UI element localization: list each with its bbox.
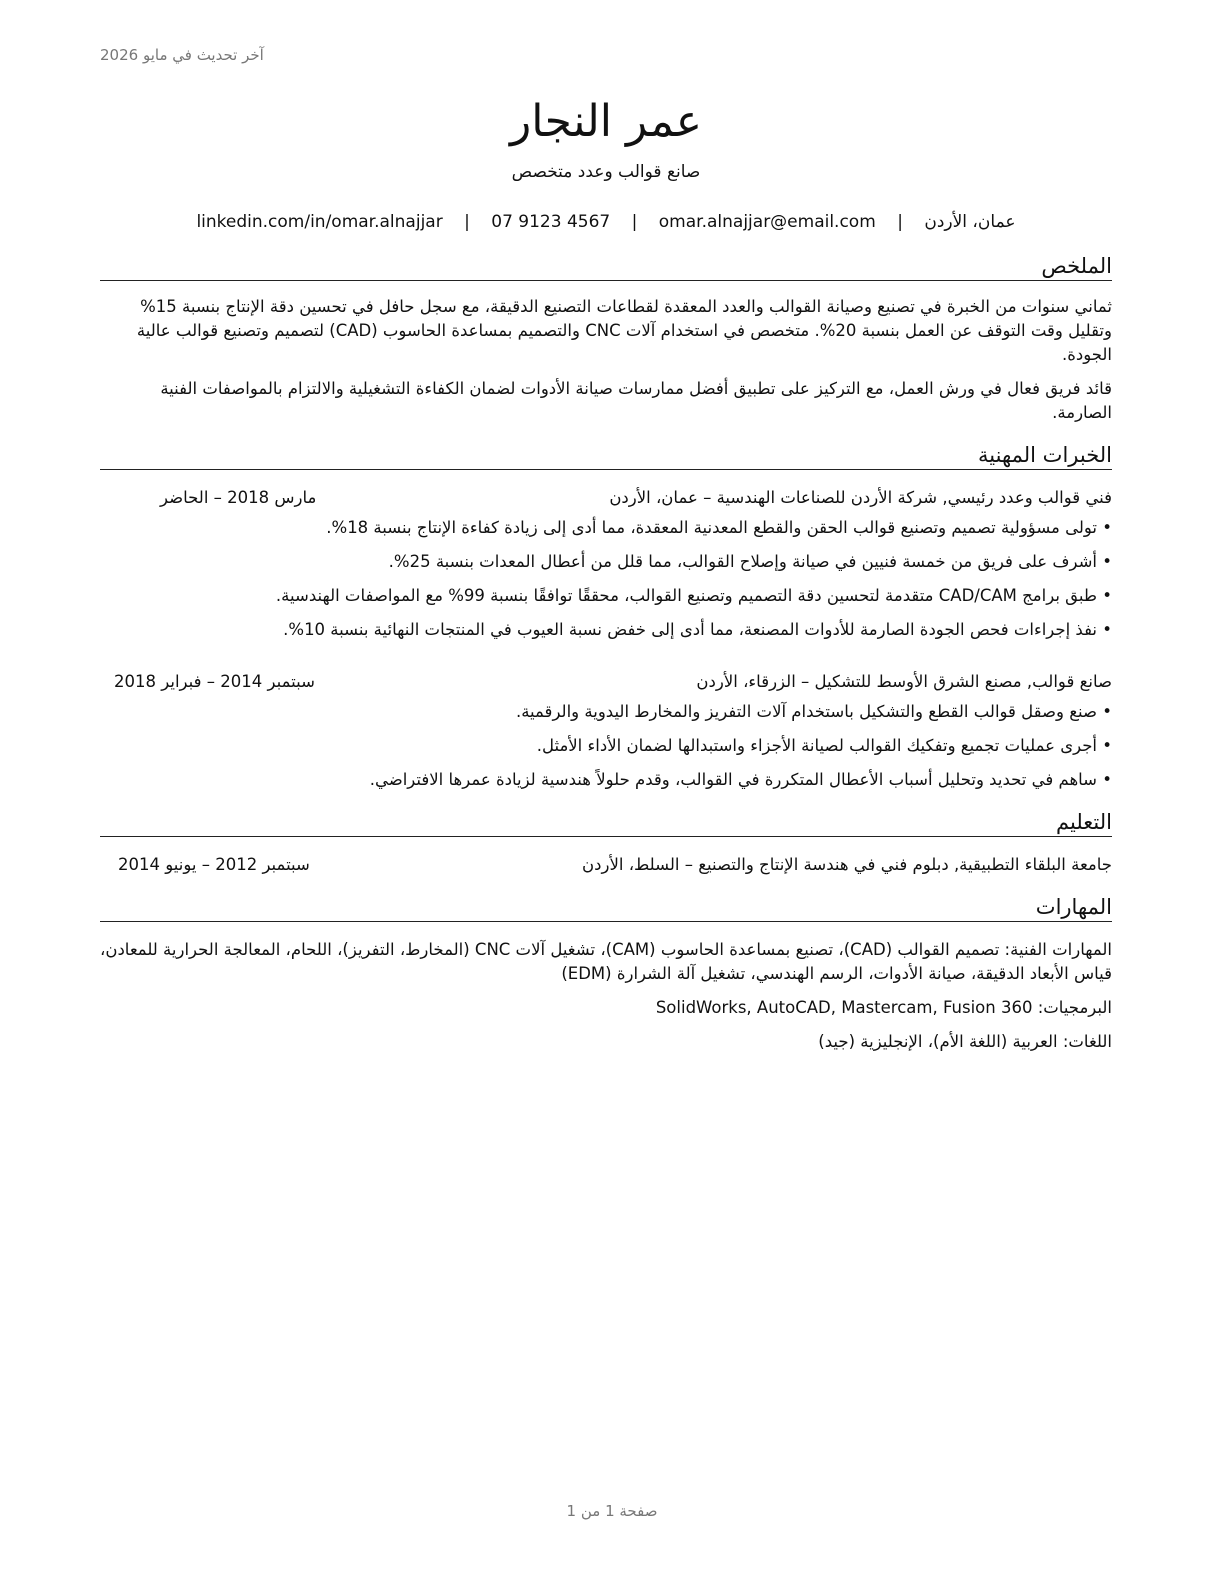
contact-separator: | (631, 212, 638, 232)
skills-languages: اللغات: العربية (اللغة الأم)، الإنجليزية (جيد) (818, 1032, 1112, 1051)
contact-separator: | (464, 212, 470, 232)
contact-phone: 07 9123 4567 (491, 212, 611, 232)
education-dates: سبتمبر 2012 – يونيو 2014 (118, 855, 310, 874)
job-role: فني قوالب وعدد رئيسي, شركة الأردن للصناعات الهندسية – عمان، الأردن (609, 488, 1112, 507)
contact-separator: | (897, 212, 903, 232)
contact-location: عمان، الأردن (924, 212, 1016, 232)
job-entry (100, 670, 1112, 792)
job-dates: مارس 2018 – الحاضر (160, 488, 317, 507)
job-dates: سبتمبر 2014 – فبراير 2018 (114, 672, 315, 691)
contact-line (100, 210, 1112, 234)
job-bullet: • نفذ إجراءات فحص الجودة الصارمة للأدوات المصنعة، مما أدى إلى خفض نسبة العيوب في المنتجات النهائية بنسبة 10%. (283, 620, 1112, 639)
experience-heading: الخبرات المهنية (100, 441, 1112, 470)
job-bullet: • طبق برامج CAD/CAM متقدمة لتحسين دقة التصميم وتصنيع القوالب، محققًا توافقًا بنسبة 99% مع المواصفات الهندسية. (275, 586, 1112, 605)
job-bullet: • تولى مسؤولية تصميم وتصنيع قوالب الحقن والقطع المعدنية المعقدة، مما أدى إلى زيادة كفاءة الإنتاج بنسبة 18%. (326, 518, 1112, 537)
job-bullet: • صنع وصقل قوالب القطع والتشكيل باستخدام آلات التفريز والمخارط اليدوية والرقمية. (515, 702, 1112, 721)
summary-heading: الملخص (100, 252, 1112, 281)
job-header (100, 486, 1112, 510)
skills-technical: المهارات الفنية: تصميم القوالب (CAD)، تصنيع بمساعدة الحاسوب (CAM)، تشغيل آلات CNC (المخارط، التفريز)، اللحام، المعالجة الحرارية للمعادن، قياس الأبعاد الدقيقة، صيانة الأدوات، الرسم الهندسي، تشغيل آلة الشرارة (EDM) (100, 940, 1112, 983)
job-bullets (100, 516, 1112, 642)
job-bullet: • ساهم في تحديد وتحليل أسباب الأعطال المتكررة في القوالب، وقدم حلولاً هندسية لزيادة عمرها الافتراضي. (369, 770, 1112, 789)
candidate-name: عمر النجار (510, 96, 702, 147)
job-entry (100, 486, 1112, 642)
job-header (100, 670, 1112, 694)
summary-paragraph: قائد فريق فعال في ورش العمل، مع التركيز على تطبيق أفضل ممارسات صيانة الأدوات لضمان الكفاءة التشغيلية والالتزام بالمواصفات الفنية الصارمة. (160, 379, 1112, 422)
resume-page (100, 0, 1112, 1054)
contact-linkedin[interactable]: linkedin.com/in/omar.alnajjar (196, 212, 443, 232)
education-institution: جامعة البلقاء التطبيقية, دبلوم فني في هندسة الإنتاج والتصنيع – السلط، الأردن (582, 855, 1112, 874)
skills-heading: المهارات (100, 893, 1112, 922)
education-entry (100, 853, 1112, 877)
page-footer: صفحة 1 من 1 (566, 1502, 658, 1520)
last-updated-note: آخر تحديث في مايو 2026 (100, 46, 264, 64)
job-bullet: • أشرف على فريق من خمسة فنيين في صيانة وإصلاح القوالب، مما قلل من أعطال المعدات بنسبة 25%. (388, 552, 1112, 571)
skills-software: البرمجيات: SolidWorks, AutoCAD, Mastercam, Fusion 360 (655, 998, 1112, 1017)
job-bullets (100, 700, 1112, 792)
contact-email[interactable]: omar.alnajjar@email.com (658, 212, 876, 232)
summary-paragraph: ثماني سنوات من الخبرة في تصنيع وصيانة القوالب والعدد المعقدة لقطاعات التصنيع الدقيقة، مع سجل حافل في تحسين دقة الإنتاج بنسبة 15% وتقليل وقت التوقف عن العمل بنسبة 20%. متخصص في استخدام آلات CNC والتصميم بمساعدة الحاسوب (CAD) لتصميم وتصنيع قوالب عالية الجودة. (136, 297, 1112, 364)
education-heading: التعليم (100, 808, 1112, 837)
candidate-title: صانع قوالب وعدد متخصص (511, 162, 701, 182)
job-bullet: • أجرى عمليات تجميع وتفكيك القوالب لصيانة الأجزاء واستبدالها لضمان الأداء الأمثل. (536, 736, 1112, 755)
job-role: صانع قوالب, مصنع الشرق الأوسط للتشكيل – الزرقاء، الأردن (696, 672, 1112, 691)
